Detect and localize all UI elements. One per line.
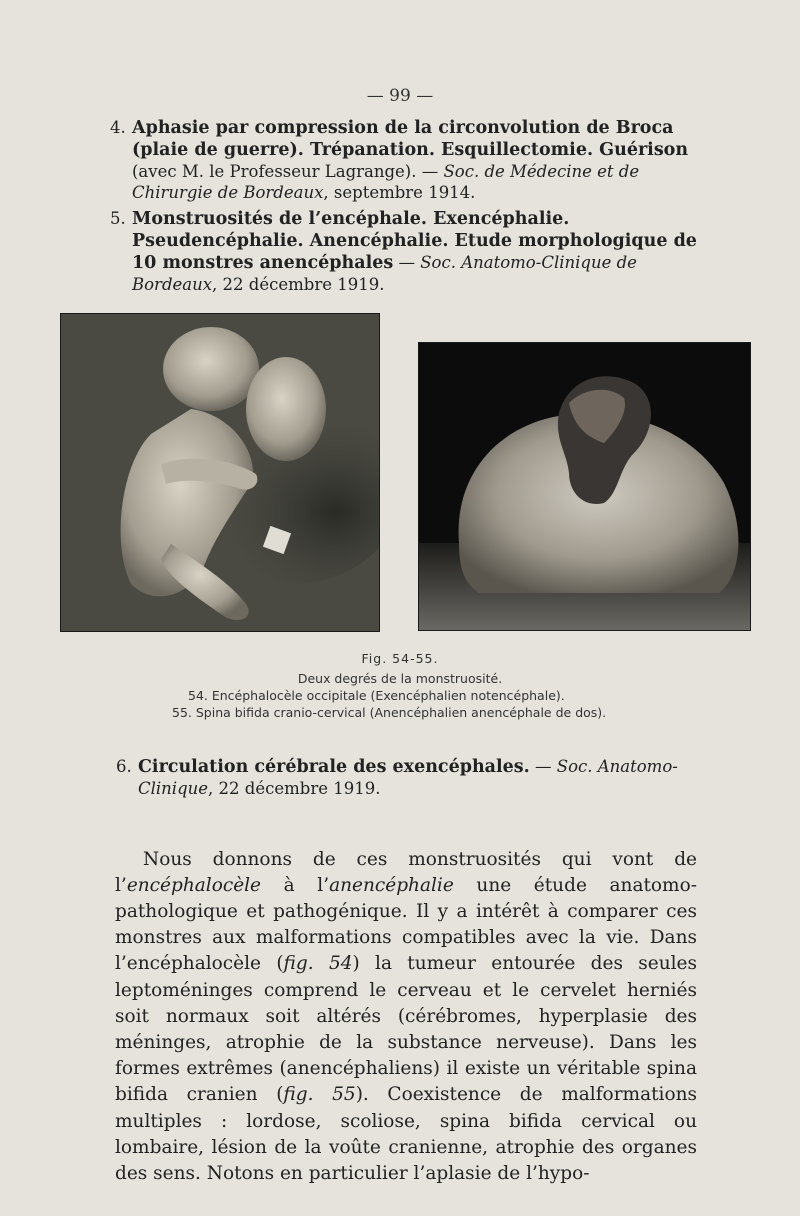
entry-text: [110, 208, 710, 295]
figure-caption-line-1: Deux degrés de la monstruosité.: [297, 671, 503, 686]
entry-date: , 22 décembre 1919.: [208, 779, 381, 798]
entry-title: Monstruosités de l’encéphale. Exencéphalie. Pseudencéphalie. Anencéphalie. Etude morphologique de 10 monstres anencéphales: [132, 209, 697, 273]
figure-54-photo: [60, 313, 380, 632]
figure-55-photo: [418, 342, 751, 631]
body-paragraph: [115, 847, 697, 1188]
figure-reference: fig. 55: [283, 1084, 356, 1106]
bibliography-entry-4: [110, 117, 710, 203]
entry-journal: Soc. de Médecine et de Chirurgie de Bordeaux: [132, 162, 640, 202]
entry-rest: —: [529, 757, 557, 776]
page-number: — 99 —: [366, 86, 434, 106]
paragraph-text: ). Coexistence de malformations multiples : lordose, scoliose, spina bifida cervical ou lombaire, lésion de la voûte cranienne, atrophie des organes des sens. Notons en particulier l’aplasie de l’hypo-: [115, 1084, 698, 1184]
entry-rest: (avec M. le Professeur Lagrange). —: [132, 162, 444, 181]
bibliography-entry-5: [110, 208, 710, 295]
entry-date: , septembre 1914.: [323, 183, 476, 202]
figure-55-image: [419, 343, 750, 630]
figure-caption-line-2: 54. Encéphalocèle occipitale (Exencéphalien notencéphale).: [188, 688, 565, 703]
entry-date: , 22 décembre 1919.: [212, 275, 385, 294]
entry-title: Circulation cérébrale des exencéphales.: [138, 757, 530, 777]
figure-54-image: [61, 314, 379, 631]
paragraph-italic: anencéphalie: [329, 874, 454, 896]
entry-number: 6.: [116, 757, 132, 776]
figure-caption-line-3: 55. Spina bifida cranio-cervical (Anencéphalien anencéphale de dos).: [172, 705, 607, 720]
paragraph-text: Nous donnons de ces monstruosités qui vont de l’: [115, 848, 697, 896]
bibliography-entry-6: [116, 756, 716, 799]
entry-title: Aphasie par compression de la circonvolution de Broca (plaie de guerre). Trépanation. Esquillectomie. Guérison: [132, 118, 689, 160]
paragraph-text: à l’: [261, 874, 330, 896]
entry-rest: —: [393, 253, 421, 272]
figure-caption-label: Fig. 54-55.: [361, 651, 439, 666]
entry-number: 5.: [110, 209, 126, 228]
entry-text: [110, 117, 710, 203]
entry-journal: Soc. Anatomo-Clinique de Bordeaux: [132, 253, 637, 294]
figure-reference: fig. 54: [283, 953, 353, 975]
entry-number: 4.: [110, 118, 126, 137]
paragraph-text: ) la tumeur entourée des seules leptoméninges comprend le cerveau et le cervelet herniés soit normaux soit altérés (cérébromes, hyperplasie des méninges, atrophie de la substance nerveuse). Dans les formes extrêmes (anencéphaliens) il existe un véritable spina bifida cranien (: [115, 953, 697, 1106]
entry-text: [116, 756, 716, 799]
entry-journal: Soc. Anatomo-Clinique: [138, 757, 678, 798]
paragraph-italic: encéphalocèle: [126, 874, 262, 896]
paragraph-text: une étude anatomo-pathologique et pathogénique. Il y a intérêt à comparer ces monstres aux malformations compatibles avec la vie. Dans l’encéphalocèle (: [115, 874, 697, 975]
